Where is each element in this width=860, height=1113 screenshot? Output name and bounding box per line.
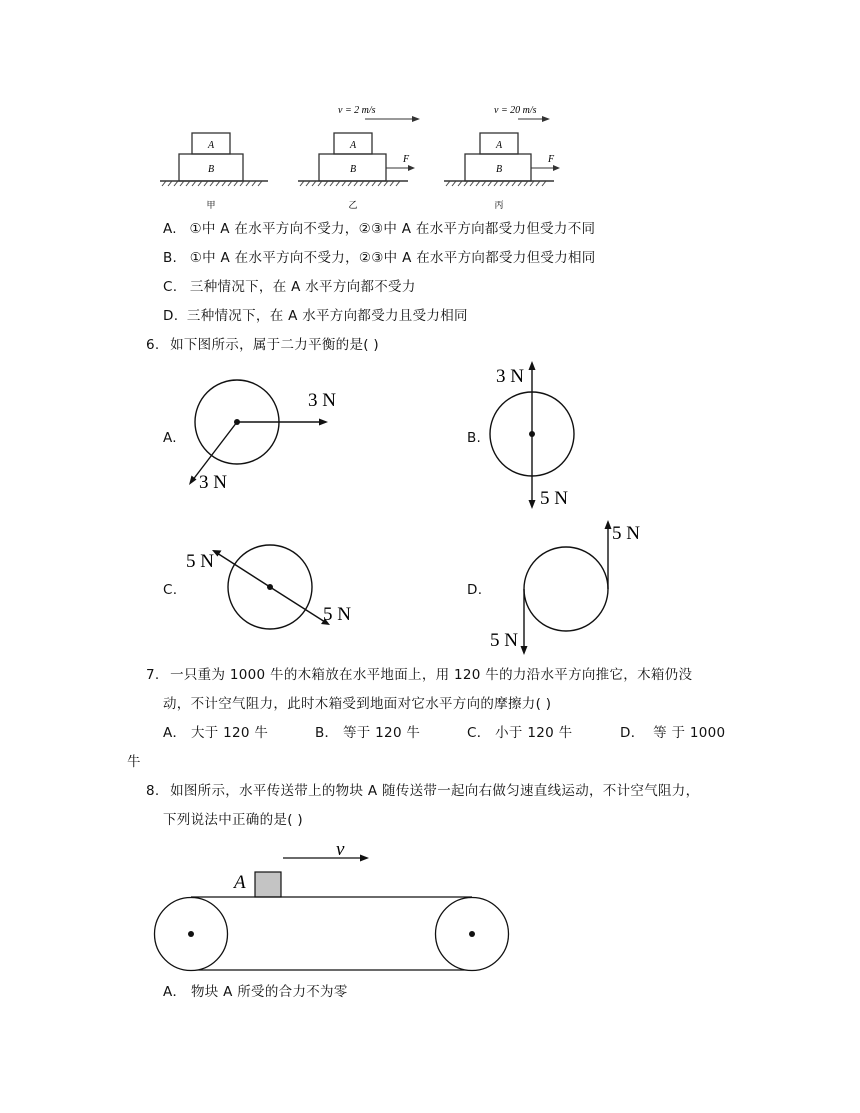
q8-option-a-label: A． xyxy=(163,984,187,1000)
q7-number: 7. xyxy=(146,667,160,683)
panel-jia-a: A xyxy=(207,140,215,151)
q7-option-d-text: 等 于 1000 xyxy=(653,725,726,741)
q7-option-d[interactable] xyxy=(620,723,725,743)
q8-line2: 下列说法中正确的是( ) xyxy=(163,812,303,828)
q7-option-c-text: 小于 120 牛 xyxy=(495,725,573,741)
q6-d-force-down: 5 N xyxy=(490,630,518,651)
panel-jia-caption: 甲 xyxy=(206,201,216,211)
q7-line2: 动，不计空气阻力，此时木箱受到地面对它水平方向的摩擦力( ) xyxy=(163,696,552,712)
q6-stem-text: 如下图所示，属于二力平衡的是( ) xyxy=(170,337,380,353)
q6-stem xyxy=(146,335,379,355)
q6-c-force-upleft: 5 N xyxy=(186,551,214,572)
q5-option-d[interactable] xyxy=(163,306,468,326)
q6-c-force-downright: 5 N xyxy=(323,604,351,625)
q6-b-force-up: 3 N xyxy=(496,366,524,387)
q5-option-d-label: D. xyxy=(163,308,179,324)
q8-conveyor-figure xyxy=(150,838,520,976)
panel-bing-velocity: v = 20 m/s xyxy=(494,105,537,116)
q5-option-a-text: ①中 A 在水平方向不受力，②③中 A 在水平方向都受力但受力不同 xyxy=(189,221,596,237)
panel-bing-caption: 丙 xyxy=(494,201,504,211)
q7-line1 xyxy=(146,665,692,685)
panel-yi xyxy=(298,105,420,211)
q5-option-c[interactable] xyxy=(163,277,416,297)
panel-bing xyxy=(444,105,560,211)
q8-block-label: A xyxy=(234,872,246,893)
q6-a-force-right: 3 N xyxy=(308,390,336,411)
panel-yi-caption: 乙 xyxy=(348,201,358,211)
q7-option-a-label: A． xyxy=(163,725,187,741)
q5-option-b-label: B. xyxy=(163,250,178,266)
q7-option-d-label: D． xyxy=(620,725,645,741)
q6-d-force-up: 5 N xyxy=(612,523,640,544)
q5-option-d-text: 三种情况下，在 A 水平方向都受力且受力相同 xyxy=(186,308,468,324)
q7-option-b-text: 等于 120 牛 xyxy=(342,725,421,741)
q6-option-a-label[interactable]: A. xyxy=(163,430,177,446)
q5-option-b[interactable] xyxy=(163,248,596,268)
q6-option-d-figure xyxy=(488,516,658,658)
panel-jia-b: B xyxy=(207,164,215,175)
q5-option-c-label: C. xyxy=(163,279,178,295)
q6-option-b-figure xyxy=(480,358,600,513)
q8-number: 8. xyxy=(146,783,160,799)
q6-option-c-figure xyxy=(180,540,370,640)
q5-option-a[interactable] xyxy=(163,219,595,239)
q6-option-a-figure xyxy=(175,375,355,500)
q7-option-a-text: 大于 120 牛 xyxy=(190,725,269,741)
q8-option-a[interactable] xyxy=(163,982,348,1002)
q6-option-d-label[interactable]: D. xyxy=(467,582,483,598)
q6-number: 6. xyxy=(146,337,160,353)
q8-line1 xyxy=(146,781,699,801)
panel-bing-b: B xyxy=(495,164,503,175)
q7-line1-text: 一只重为 1000 牛的木箱放在水平地面上，用 120 牛的力沿水平方向推它，木箱仍没 xyxy=(170,667,693,683)
q8-option-a-text: 物块 A 所受的合力不为零 xyxy=(190,984,348,1000)
q7-option-c-label: C． xyxy=(467,725,491,741)
q6-option-b-label[interactable]: B. xyxy=(467,430,482,446)
panel-yi-force: F xyxy=(403,154,410,165)
panel-jia xyxy=(160,133,268,211)
q6-option-c-label[interactable]: C. xyxy=(163,582,178,598)
q6-b-force-down: 5 N xyxy=(540,488,568,509)
q8-line1-text: 如图所示，水平传送带上的物块 A 随传送带一起向右做匀速直线运动，不计空气阻力， xyxy=(170,783,700,799)
q5-option-b-text: ①中 A 在水平方向不受力，②③中 A 在水平方向都受力但受力相同 xyxy=(189,250,596,266)
panel-yi-velocity: v = 2 m/s xyxy=(338,105,376,116)
panel-bing-a: A xyxy=(495,140,503,151)
panel-bing-force: F xyxy=(548,154,555,165)
q6-a-force-down: 3 N xyxy=(199,472,227,493)
top-figure-svg xyxy=(150,96,590,216)
q5-option-a-label: A. xyxy=(163,221,177,237)
panel-yi-a: A xyxy=(349,140,357,151)
q7-option-a[interactable] xyxy=(163,723,268,743)
q7-option-b[interactable] xyxy=(315,723,420,743)
q7-option-c[interactable] xyxy=(467,723,572,743)
panel-yi-b: B xyxy=(349,164,357,175)
q7-option-d-wrap: 牛 xyxy=(127,754,141,770)
q8-velocity-label: v xyxy=(336,839,345,860)
q7-option-b-label: B． xyxy=(315,725,339,741)
top-figure xyxy=(150,96,590,216)
q5-option-c-text: 三种情况下，在 A 水平方向都不受力 xyxy=(189,279,416,295)
